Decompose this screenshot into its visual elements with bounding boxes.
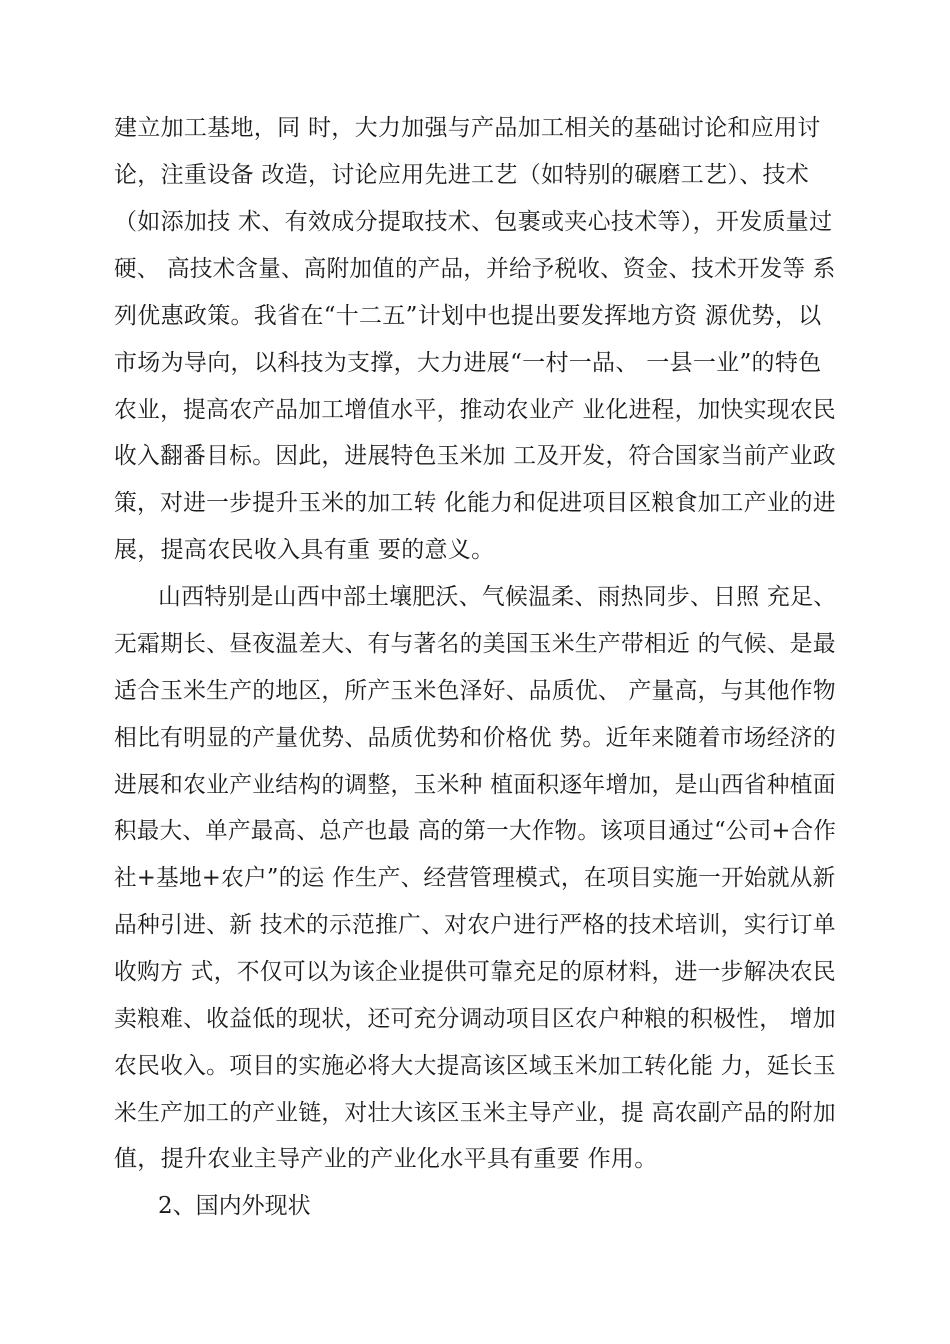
paragraph-line: 农业，提高农产品加工增值水平，推动农业产 业化进程，加快实现农民	[114, 397, 836, 423]
paragraph-line: 山西特别是山西中部土壤肥沃、气候温柔、雨热同步、日照 充足、	[158, 584, 837, 610]
section-heading: 2、国内外现状	[158, 1193, 311, 1219]
paragraph-line: 社+基地+农户”的运 作生产、经营管理模式，在项目实施一开始就从新	[114, 865, 836, 891]
paragraph-line: 无霜期长、昼夜温差大、有与著名的美国玉米生产带相近 的气候、是最	[114, 631, 836, 657]
paragraph-line: 品种引进、新 技术的示范推广、对农户进行严格的技术培训，实行订单	[114, 912, 836, 938]
paragraph-line: 建立加工基地，同 时，大力加强与产品加工相关的基础讨论和应用讨	[114, 115, 821, 141]
paragraph-line: 相比有明显的产量优势、品质优势和价格优 势。近年来随着市场经济的	[114, 725, 836, 751]
paragraph-line: 策，对进一步提升玉米的加工转 化能力和促进项目区粮食加工产业的进	[114, 490, 836, 516]
paragraph-line: （如添加技 术、有效成分提取技术、包裹或夹心技术等），开发质量过	[114, 209, 833, 235]
paragraph-line: 硬、 高技术含量、高附加值的产品，并给予税收、资金、技术开发等 系	[114, 256, 836, 282]
paragraph-line: 进展和农业产业结构的调整，玉米种 植面积逐年增加，是山西省种植面	[114, 772, 836, 798]
paragraph-line: 米生产加工的产业链，对壮大该区玉米主导产业，提 高农副产品的附加	[114, 1100, 836, 1126]
paragraph-line: 收购方 式，不仅可以为该企业提供可靠充足的原材料，进一步解决农民	[114, 959, 836, 985]
paragraph-line: 适合玉米生产的地区，所产玉米色泽好、品质优、 产量高，与其他作物	[114, 678, 836, 704]
paragraph-line: 值，提升农业主导产业的产业化水平具有重要 作用。	[114, 1146, 658, 1172]
paragraph-line: 卖粮难、收益低的现状，还可充分调动项目区农户种粮的积极性， 增加	[114, 1006, 836, 1032]
paragraph-line: 展，提高农民收入具有重 要的意义。	[114, 537, 495, 563]
paragraph-line: 农民收入。项目的实施必将大大提高该区域玉米加工转化能 力，延长玉	[114, 1053, 836, 1079]
paragraph-line: 积最大、单产最高、总产也最 高的第一大作物。该项目通过“公司+合作	[114, 818, 837, 844]
paragraph-line: 收入翻番目标。因此，进展特色玉米加 工及开发，符合国家当前产业政	[114, 443, 836, 469]
paragraph-line: 论，注重设备 改造，讨论应用先进工艺（如特别的碾磨工艺）、技术	[114, 162, 810, 188]
paragraph-line: 市场为导向，以科技为支撑，大力进展“一村一品、 一县一业”的特色	[114, 350, 822, 376]
paragraph-line: 列优惠政策。我省在“十二五”计划中也提出要发挥地方资 源优势，以	[114, 303, 822, 329]
